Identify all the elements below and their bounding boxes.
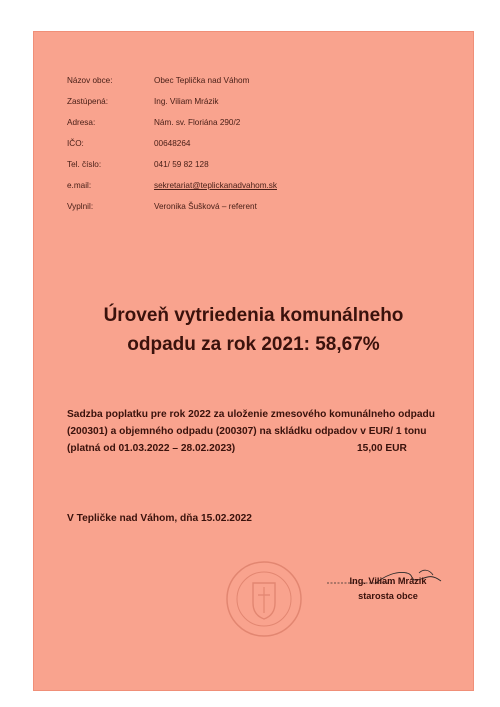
info-value: Veronika Šušková – referent (154, 202, 257, 211)
signer-block (333, 574, 443, 604)
info-block (67, 31, 447, 231)
fee-line-1: Sadzba poplatku pre rok 2022 za uloženie zmesového komunálneho odpadu (67, 409, 435, 420)
info-label: IČO: (67, 139, 84, 148)
info-value: Nám. sv. Floriána 290/2 (154, 118, 241, 127)
municipal-stamp (224, 559, 304, 639)
info-label: Zastúpená: (67, 97, 108, 106)
document-sheet (33, 31, 474, 691)
headline (33, 301, 474, 359)
info-value: Obec Teplička nad Váhom (154, 76, 250, 85)
info-label: Adresa: (67, 118, 96, 127)
fee-line-2: (200301) a objemného odpadu (200307) na skládku odpadov v EUR/ 1 tonu (67, 426, 427, 437)
fee-amount: 15,00 EUR (357, 443, 407, 454)
info-value: 00648264 (154, 139, 191, 148)
info-value: Ing. Viliam Mrázik (154, 97, 219, 106)
headline-line-2: odpadu za rok 2021: 58,67% (127, 334, 380, 355)
signer-role: starosta obce (358, 591, 418, 601)
email-link[interactable]: sekretariat@teplickanadvahom.sk (154, 181, 277, 190)
info-value: 041/ 59 82 128 (154, 160, 209, 169)
place-date: V Tepličke nad Váhom, dňa 15.02.2022 (67, 513, 252, 524)
info-label: Tel. číslo: (67, 160, 102, 169)
info-label: e.mail: (67, 181, 92, 190)
signer-name: Ing. Viliam Mrázik (349, 576, 427, 586)
headline-line-1: Úroveň vytriedenia komunálneho (103, 305, 404, 326)
info-label: Vyplnil: (67, 202, 94, 211)
fee-line-3: (platná od 01.03.2022 – 28.02.2023) (67, 443, 236, 454)
fee-paragraph (67, 406, 457, 457)
info-label: Názov obce: (67, 76, 113, 85)
